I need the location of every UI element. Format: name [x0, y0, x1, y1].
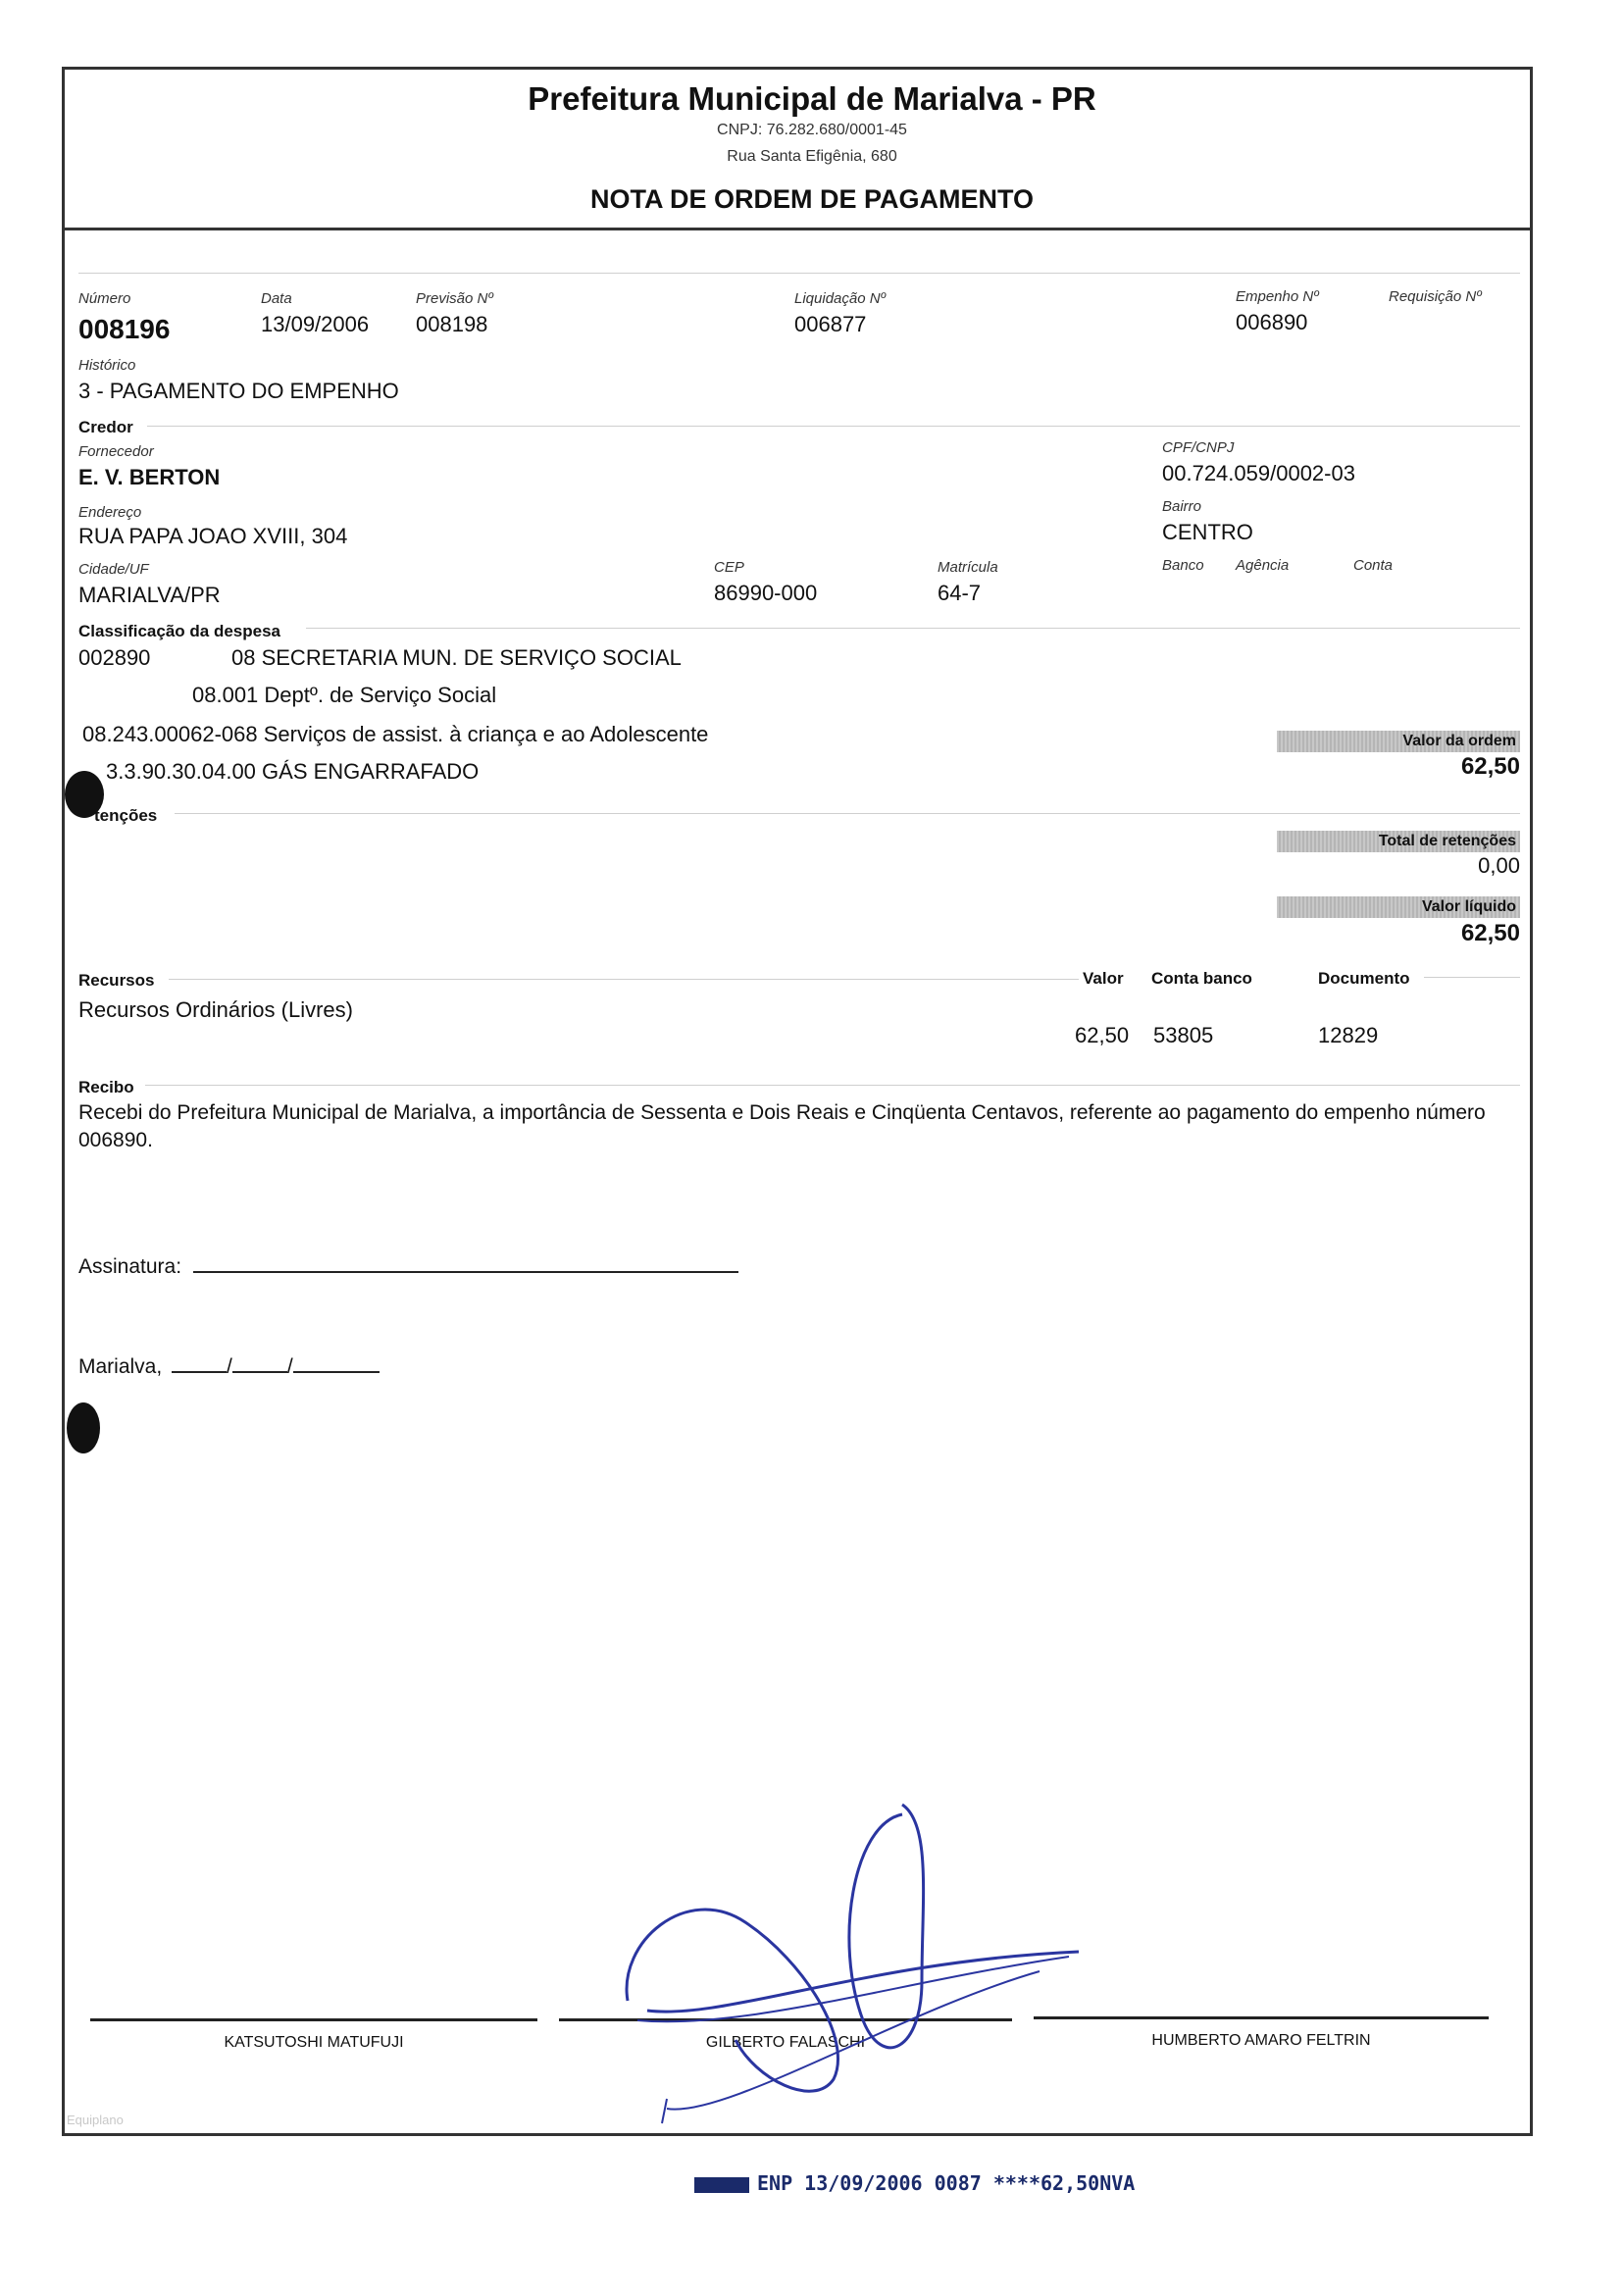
- classificacao-line4: 3.3.90.30.04.00 GÁS ENGARRAFADO: [106, 759, 480, 784]
- agencia-label: Agência: [1236, 557, 1290, 574]
- recursos-documento-label: Documento: [1318, 969, 1410, 988]
- footer-stamp: [694, 2171, 1135, 2195]
- signatory-3: HUMBERTO AMARO FELTRIN: [1151, 2032, 1371, 2049]
- valor-ordem-value: 62,50: [1460, 753, 1520, 780]
- empenho-value: 006890: [1236, 310, 1308, 334]
- cep-label: CEP: [714, 559, 744, 576]
- divider: [306, 628, 1520, 629]
- numero-value: 008196: [78, 314, 171, 344]
- total-retencoes-label: Total de retenções: [1277, 831, 1520, 852]
- header-divider: [62, 228, 1533, 230]
- classificacao-section: Classificação da despesa: [78, 622, 281, 640]
- address: Rua Santa Efigênia, 680: [727, 148, 897, 165]
- liquidacao-value: 006877: [794, 312, 867, 336]
- conta-label: Conta: [1353, 557, 1394, 574]
- liquidacao-label: Liquidação Nº: [794, 290, 887, 307]
- day-line: [172, 1353, 227, 1373]
- divider: [145, 1085, 1520, 1086]
- total-retencoes-value: 0,00: [1478, 853, 1520, 878]
- assinatura-field: [78, 1253, 738, 1279]
- historico-label: Histórico: [78, 357, 136, 374]
- document-title: NOTA DE ORDEM DE PAGAMENTO: [589, 184, 1034, 214]
- assinatura-line: [193, 1253, 738, 1273]
- previsao-label: Previsão Nº: [416, 290, 493, 307]
- matricula-label: Matrícula: [938, 559, 998, 576]
- matricula-value: 64-7: [938, 581, 982, 605]
- data-value: 13/09/2006: [261, 312, 370, 336]
- valor-liquido-value: 62,50: [1460, 920, 1520, 946]
- cnpj: CNPJ: 76.282.680/0001-45: [717, 122, 907, 138]
- classificacao-code: 002890: [78, 645, 151, 670]
- local-label: Marialva,: [78, 1355, 163, 1378]
- recursos-valor-label: Valor: [1083, 969, 1124, 988]
- fornecedor-label: Fornecedor: [78, 443, 154, 460]
- historico-value: 3 - PAGAMENTO DO EMPENHO: [78, 379, 399, 403]
- cep-value: 86990-000: [714, 581, 818, 605]
- divider: [147, 426, 1520, 427]
- recursos-documento: 12829: [1318, 1023, 1379, 1047]
- data-label: Data: [261, 290, 292, 307]
- footer-small-text: Equiplano: [67, 2113, 124, 2127]
- month-line: [232, 1353, 287, 1373]
- signatory-1: KATSUTOSHI MATUFUJI: [224, 2034, 404, 2051]
- valor-liquido-label: Valor líquido: [1277, 896, 1520, 918]
- credor-section: Credor: [78, 418, 133, 436]
- recibo-text: Recebi do Prefeitura Municipal de Marialva, a importância de Sessenta e Dois Reais e Cinqüenta Centavos, referente ao pagamento do empenho número 006890.: [78, 1101, 1486, 1151]
- classificacao-line3: 08.243.00062-068 Serviços de assist. à criança e ao Adolescente: [82, 722, 709, 746]
- requisicao-label: Requisição Nº: [1389, 288, 1482, 305]
- recursos-valor: 62,50: [1075, 1023, 1130, 1047]
- endereco-value: RUA PAPA JOAO XVIII, 304: [78, 524, 348, 548]
- stamp-text: ENP 13/09/2006 0087 ****62,50NVA: [757, 2171, 1136, 2195]
- bairro-value: CENTRO: [1162, 520, 1253, 544]
- punch-hole-mark: [67, 1402, 100, 1453]
- classificacao-line2: 08.001 Deptº. de Serviço Social: [192, 683, 497, 707]
- empenho-label: Empenho Nº: [1236, 288, 1319, 305]
- cidade-value: MARIALVA/PR: [78, 583, 221, 607]
- divider: [1424, 977, 1520, 978]
- divider: [78, 273, 1520, 274]
- banco-label: Banco: [1162, 557, 1204, 574]
- bairro-label: Bairro: [1162, 498, 1202, 515]
- signature-line-1: [90, 2018, 537, 2021]
- cpf-label: CPF/CNPJ: [1162, 439, 1235, 456]
- handwritten-signature: [608, 1785, 1098, 2138]
- page-title: Prefeitura Municipal de Marialva - PR: [528, 80, 1096, 117]
- valor-ordem-label: Valor da ordem: [1277, 731, 1520, 752]
- signatory-2: GILBERTO FALASCHI: [705, 2034, 866, 2051]
- year-line: [293, 1353, 380, 1373]
- previsao-value: 008198: [416, 312, 488, 336]
- retencoes-section: tenções: [94, 806, 158, 825]
- numero-label: Número: [78, 290, 131, 307]
- assinatura-label: Assinatura:: [78, 1255, 182, 1278]
- stamp-logo-icon: [694, 2177, 749, 2193]
- divider: [175, 813, 1520, 814]
- classificacao-line1: 08 SECRETARIA MUN. DE SERVIÇO SOCIAL: [231, 645, 682, 670]
- recursos-conta-label: Conta banco: [1151, 969, 1252, 988]
- recursos-conta: 53805: [1153, 1023, 1214, 1047]
- recursos-descricao: Recursos Ordinários (Livres): [78, 997, 353, 1022]
- recibo-section: Recibo: [78, 1078, 134, 1096]
- signature-line-3: [1034, 2016, 1489, 2019]
- data-field: Marialva, / /: [78, 1353, 380, 1379]
- divider: [169, 979, 1079, 980]
- cpf-value: 00.724.059/0002-03: [1162, 461, 1355, 485]
- endereco-label: Endereço: [78, 504, 142, 521]
- recursos-section: Recursos: [78, 971, 155, 990]
- fornecedor-value: E. V. BERTON: [78, 465, 221, 489]
- cidade-label: Cidade/UF: [78, 561, 149, 578]
